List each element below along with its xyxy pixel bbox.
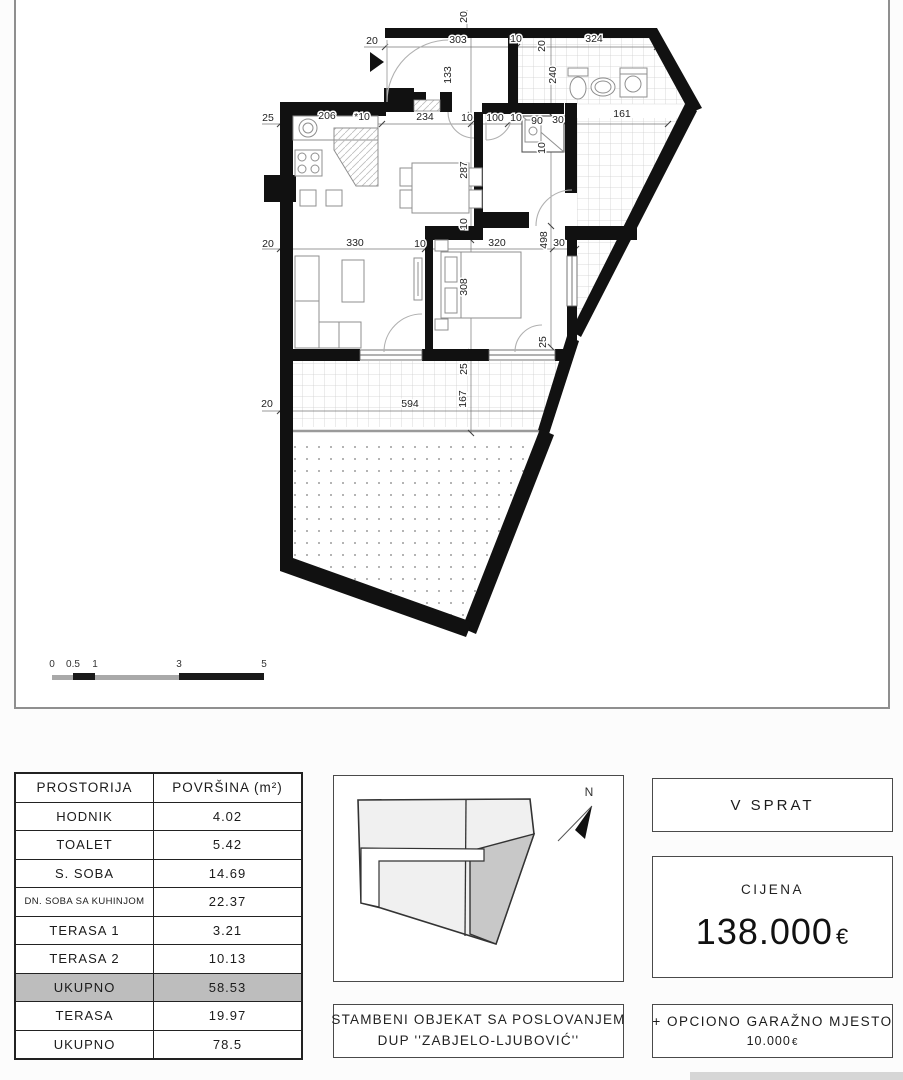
dim-label: 25 — [458, 363, 470, 375]
garage-euro-symbol: € — [791, 1037, 799, 1048]
room-area-table — [14, 772, 303, 1060]
dim-label: 20 — [261, 398, 273, 410]
dim-label: 30 — [552, 114, 564, 126]
dim-label: 10 — [510, 33, 522, 45]
room-area-cell: 14.69 — [153, 860, 301, 888]
room-name-cell: UKUPNO — [53, 1036, 116, 1052]
garage-option-label: + OPCIONO GARAŽNO MJESTO — [652, 1014, 893, 1029]
dim-label: 330 — [346, 237, 364, 249]
dim-label: 20 — [366, 35, 378, 47]
dim-label: 20 — [536, 40, 548, 52]
dim-label: 234 — [416, 111, 434, 123]
coffee-table — [342, 260, 364, 302]
room-area-cell: 78.5 — [153, 1031, 301, 1059]
entry-niche — [414, 100, 440, 111]
price-value — [696, 911, 849, 953]
toilet — [568, 68, 588, 99]
terrace1-tile-floor — [293, 361, 567, 427]
dim-label: 133 — [442, 66, 454, 84]
dim-label: 20 — [262, 238, 274, 250]
scale-label: 3 — [176, 659, 182, 670]
room-name-cell: HODNIK — [56, 808, 113, 824]
table-row — [16, 830, 301, 859]
column-header-room: PROSTORIJA — [36, 780, 133, 796]
tv — [414, 258, 422, 300]
table-row — [16, 973, 301, 1002]
project-caption-panel — [333, 1004, 624, 1058]
site-plan-diagram — [334, 776, 622, 980]
kitchen-counter — [293, 116, 378, 206]
caption-line-2: DUP ''ZABJELO-LJUBOVIĆ'' — [377, 1033, 580, 1048]
bed — [435, 240, 521, 330]
dim-label: *10 — [354, 111, 370, 123]
dim-label: 167 — [457, 390, 469, 408]
dim-label: 308 — [458, 278, 470, 296]
table-row — [16, 916, 301, 945]
table-row — [16, 859, 301, 888]
scale-label: 0.5 — [66, 659, 80, 670]
room-name-cell: UKUPNO — [53, 979, 116, 995]
room-area-cell: 10.13 — [153, 945, 301, 973]
dim-label: 161 — [613, 108, 631, 120]
dim-label: 287 — [458, 161, 470, 179]
floor-label: V SPRAT — [730, 796, 815, 814]
floor-panel — [652, 778, 893, 832]
price-amount: 138.000 — [695, 910, 833, 952]
dim-label: 10 — [458, 218, 470, 230]
table-header-row — [16, 774, 301, 802]
garage-price — [747, 1034, 799, 1048]
room-area-cell: 4.02 — [153, 803, 301, 831]
room-area-cell: 58.53 — [153, 974, 301, 1002]
price-panel — [652, 856, 893, 978]
dim-label: 10 — [510, 112, 522, 124]
scale-label: 1 — [92, 659, 98, 670]
room-name-cell: TERASA — [55, 1008, 114, 1024]
room-area-cell: 22.37 — [153, 888, 301, 916]
room-name-cell: TERASA 1 — [49, 922, 120, 938]
dim-label: 10 — [536, 142, 548, 154]
room-area-cell: 19.97 — [153, 1002, 301, 1030]
scale-bar — [49, 659, 267, 680]
dim-label: 320 — [488, 237, 506, 249]
dim-label: 303 — [449, 34, 467, 46]
footer-strip — [690, 1072, 903, 1080]
room-name-cell: TERASA 2 — [49, 951, 120, 967]
scale-label: 5 — [261, 659, 267, 670]
dim-label: 20 — [458, 11, 470, 23]
dim-label: 100 — [486, 112, 504, 124]
garage-amount: 10.000 — [746, 1034, 791, 1048]
dim-label: 594 — [401, 398, 419, 410]
north-arrow-icon — [558, 785, 593, 841]
dim-label: 240 — [547, 66, 559, 84]
washing-machine — [620, 68, 647, 97]
dim-label: 30 — [553, 237, 565, 249]
table-row — [16, 944, 301, 973]
dim-label: 25 — [262, 112, 274, 124]
column-header-area: POVRŠINA (m²) — [153, 774, 301, 802]
room-name-cell: DN. SOBA SA KUHINJOM — [24, 896, 145, 908]
caption-line-1: STAMBENI OBJEKAT SA POSLOVANJEM — [331, 1012, 626, 1028]
euro-symbol: € — [835, 923, 850, 949]
room-name-cell: S. SOBA — [54, 865, 115, 881]
room-name-cell: TOALET — [56, 837, 113, 853]
price-label: CIJENA — [740, 881, 804, 897]
dim-label: 498 — [538, 231, 550, 249]
dim-label: 25 — [537, 336, 549, 348]
scale-label: 0 — [49, 659, 55, 670]
floor-plan-panel — [14, 0, 890, 709]
dim-label: 324 — [585, 33, 603, 45]
table-row — [16, 1001, 301, 1030]
north-label: N — [584, 785, 594, 799]
dim-label: 90 — [531, 115, 543, 127]
bathroom-sink — [591, 78, 615, 96]
garage-option-panel — [652, 1004, 893, 1058]
dim-label: 206 — [318, 110, 336, 122]
dim-label: 10 — [461, 112, 473, 124]
room-area-cell: 5.42 — [153, 831, 301, 859]
table-row — [16, 887, 301, 916]
room-area-cell: 3.21 — [153, 917, 301, 945]
table-row — [16, 1030, 301, 1059]
site-location-panel — [333, 775, 624, 982]
floor-plan-drawing — [16, 0, 888, 705]
dim-label: 10 — [414, 238, 426, 250]
table-row — [16, 802, 301, 831]
